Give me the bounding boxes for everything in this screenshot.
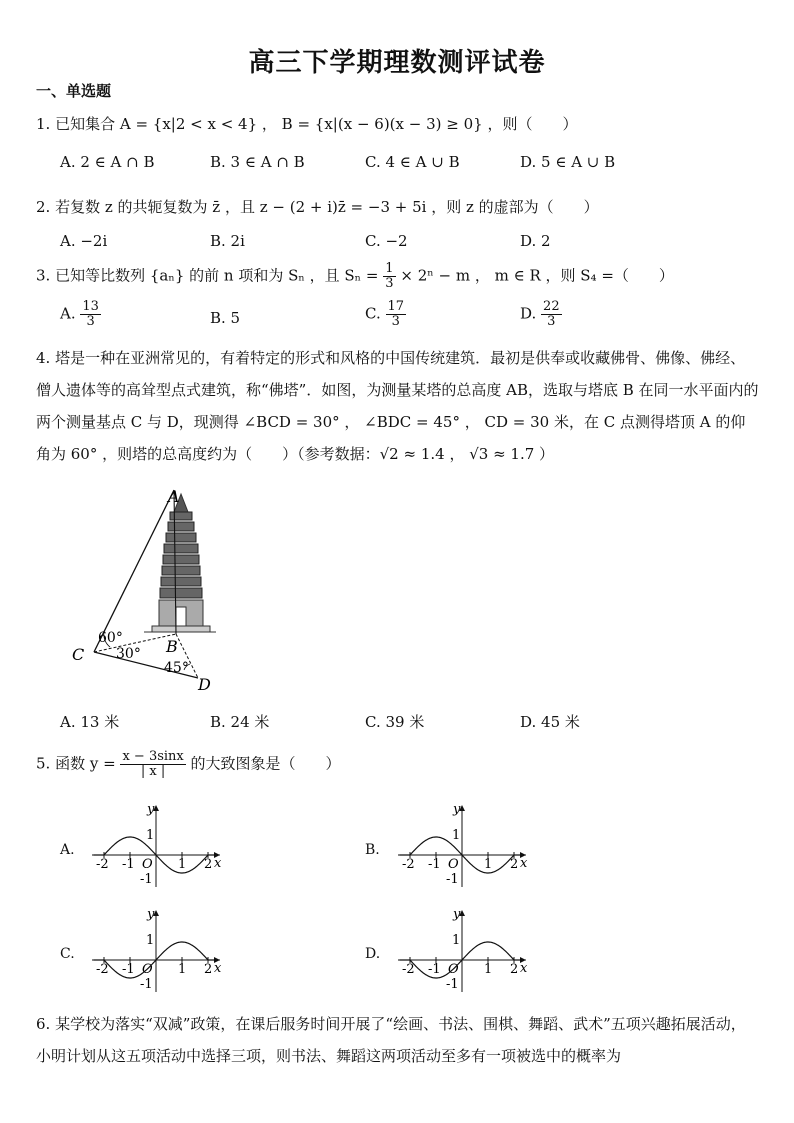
x-one-label: 1 xyxy=(178,857,187,872)
graph-d[interactable] xyxy=(392,908,532,996)
y-neg-one-label: -1 xyxy=(140,872,153,887)
point-a-label: A xyxy=(168,487,180,506)
x-axis-label: x xyxy=(214,961,222,976)
graph-c-label[interactable]: C. xyxy=(60,946,75,962)
question-3-option-a[interactable]: A. $\frac{13}{3}$ xyxy=(60,299,99,329)
question-6-stem: 6. 某学校为落实“双减”政策，在课后服务时间开展了“绘画、书法、围棋、舞蹈、武术”五项兴趣拓展活动，小明计划从这五项活动中选择三项，则书法、舞蹈这两项活动至多有一项被选中的概率为 xyxy=(36,1015,746,1065)
question-3-option-b[interactable]: B. 5 xyxy=(210,309,241,327)
graph-d-label[interactable]: D. xyxy=(365,946,381,962)
question-4-option-a[interactable]: A. 13 米 xyxy=(60,713,120,731)
origin-label: O xyxy=(448,857,459,872)
question-3-option-d[interactable]: D. $\frac{22}{3}$ xyxy=(520,299,560,329)
question-4-stem: 4. 塔是一种在亚洲常见的，有着特定的形式和风格的中国传统建筑．最初是供奉或收藏佛骨、佛像、佛经、僧人遗体等的高耸型点式建筑，称“佛塔”．如图，为测量某塔的总高度 AB，选取与塔底 B 在同一水平面内的两个测量基点 C 与 D，现测得 ∠BCD = 30° ， ∠BDC = 45° ， CD = 30 米，在 C 点测得塔顶 A 的仰角为 60° ，则塔的总高度约为（ ）（参考数据：√2 ≈ 1.4 ， √3 ≈ 1.7 ） xyxy=(36,349,759,463)
question-2-option-d[interactable]: D. 2 xyxy=(520,232,551,250)
graph-c[interactable] xyxy=(86,908,226,996)
x-neg-two-label: -2 xyxy=(402,962,415,977)
page-title: 高三下学期理数测评试卷 xyxy=(248,48,546,78)
y-one-label: 1 xyxy=(146,933,155,948)
x-two-label: 2 xyxy=(510,857,519,872)
x-axis-label: x xyxy=(520,856,528,871)
question-4-option-c[interactable]: C. 39 米 xyxy=(365,713,425,731)
question-3-fraction: $\frac{1}{3}$ xyxy=(385,261,394,291)
question-2-option-b[interactable]: B. 2i xyxy=(210,232,245,250)
x-neg-two-label: -2 xyxy=(96,962,109,977)
question-4-option-b[interactable]: B. 24 米 xyxy=(210,713,270,731)
question-4-option-d[interactable]: D. 45 米 xyxy=(520,713,580,731)
x-neg-one-label: -1 xyxy=(122,962,135,977)
section-heading: 一、单选题 xyxy=(36,82,112,100)
question-1-option-a[interactable]: A. 2 ∈ A ∩ B xyxy=(60,153,155,171)
origin-label: O xyxy=(142,962,153,977)
point-d-label: D xyxy=(198,675,211,694)
y-neg-one-label: -1 xyxy=(446,872,459,887)
x-neg-one-label: -1 xyxy=(428,962,441,977)
point-b-label: B xyxy=(166,637,178,656)
x-one-label: 1 xyxy=(178,962,187,977)
x-neg-one-label: -1 xyxy=(122,857,135,872)
graph-a[interactable] xyxy=(86,803,226,891)
question-5-stem-pre: 5. 函数 y = xyxy=(36,754,116,773)
question-2-stem: 2. 若复数 z 的共轭复数为 z̄ ，且 z − (2 + i)z̄ = −3 + 5i ，则 z 的虚部为（ ） xyxy=(36,198,599,216)
question-1-option-d[interactable]: D. 5 ∈ A ∪ B xyxy=(520,153,616,171)
y-one-label: 1 xyxy=(452,828,461,843)
y-one-label: 1 xyxy=(452,933,461,948)
x-two-label: 2 xyxy=(204,857,213,872)
question-1-option-c[interactable]: C. 4 ∈ A ∪ B xyxy=(365,153,460,171)
graph-a-label[interactable]: A. xyxy=(60,842,75,858)
question-5-stem-post: 的大致图象是（ ） xyxy=(190,754,341,773)
question-1-option-b[interactable]: B. 3 ∈ A ∩ B xyxy=(210,153,305,171)
y-axis-label: y xyxy=(147,803,155,817)
x-neg-two-label: -2 xyxy=(96,857,109,872)
y-axis-label: y xyxy=(147,908,155,922)
question-3-option-c[interactable]: C. $\frac{17}{3}$ xyxy=(365,299,405,329)
y-neg-one-label: -1 xyxy=(446,977,459,992)
angle-45-label: 45° xyxy=(164,660,189,676)
origin-label: O xyxy=(448,962,459,977)
graph-b-label[interactable]: B. xyxy=(365,842,380,858)
x-axis-label: x xyxy=(214,856,222,871)
y-one-label: 1 xyxy=(146,828,155,843)
question-2-option-c[interactable]: C. −2 xyxy=(365,232,408,250)
x-neg-two-label: -2 xyxy=(402,857,415,872)
angle-60-label: 60° xyxy=(98,630,123,646)
x-axis-label: x xyxy=(520,961,528,976)
y-axis-label: y xyxy=(453,803,461,817)
pagoda-figure xyxy=(66,482,256,694)
point-c-label: C xyxy=(72,645,85,664)
y-neg-one-label: -1 xyxy=(140,977,153,992)
x-neg-one-label: -1 xyxy=(428,857,441,872)
x-two-label: 2 xyxy=(204,962,213,977)
question-2-option-a[interactable]: A. −2i xyxy=(60,232,108,250)
question-3-stem xyxy=(36,262,674,291)
question-3-stem-post: × 2ⁿ − m ， m ∈ R ，则 S₄ =（ ） xyxy=(400,266,674,285)
y-axis-label: y xyxy=(453,908,461,922)
angle-30-label: 30° xyxy=(116,646,141,662)
question-3-stem-pre: 3. 已知等比数列 {aₙ} 的前 n 项和为 Sₙ ，且 Sₙ = xyxy=(36,266,379,285)
origin-label: O xyxy=(142,857,153,872)
graph-b[interactable] xyxy=(392,803,532,891)
x-one-label: 1 xyxy=(484,962,493,977)
question-5-stem xyxy=(36,750,341,779)
question-1-stem: 1. 已知集合 A = {x|2 < x < 4} ， B = {x|(x − 6)(x − 3) ≥ 0} ，则（ ） xyxy=(36,115,578,133)
x-one-label: 1 xyxy=(484,857,493,872)
question-5-fraction: $\frac{x - 3\sin x}{| x |}$ xyxy=(122,749,184,779)
x-two-label: 2 xyxy=(510,962,519,977)
pagoda-drawing xyxy=(144,494,216,632)
